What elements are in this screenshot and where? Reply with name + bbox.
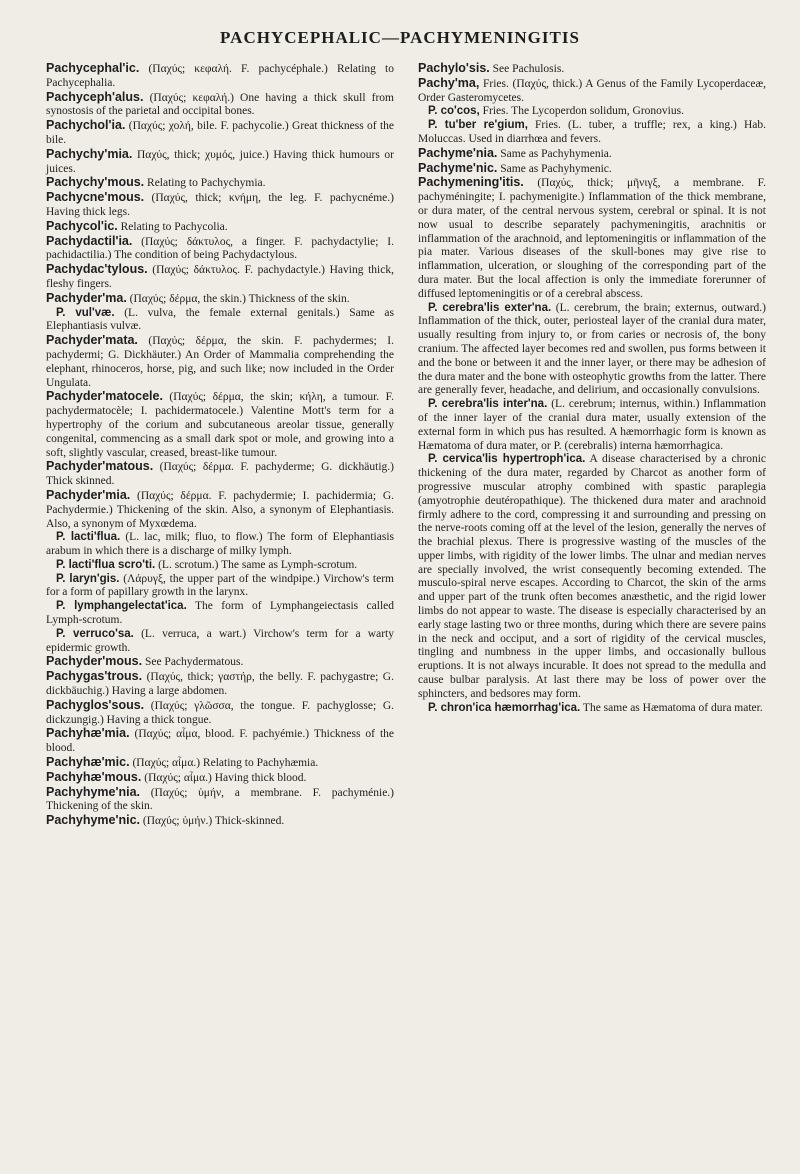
entry-headword: Pachycne'mous. — [46, 190, 145, 205]
entry-headword: Pachyder'mata. — [46, 333, 138, 348]
entry-headword: Pachycephal'ic. — [46, 61, 140, 75]
dictionary-entry — [418, 147, 766, 162]
entry-definition: (L. cerebrum; internus, within.) Inflammation of the inner layer of the cranial dura mater, usually extension of the external form in which pus has resulted. A hæmorrhagic form is known as Hæmatoma of dura mater, or P. (cerebralis) interna hæmorrhagica. — [418, 398, 766, 452]
dictionary-entry — [418, 398, 766, 453]
dictionary-entry — [46, 62, 394, 91]
dictionary-entry — [418, 105, 766, 119]
dictionary-entry — [46, 628, 394, 656]
dictionary-entry — [418, 162, 766, 177]
entry-definition: (Παχύς; δάκτυλος. F. pachydactyle.) Having thick, fleshy fingers. — [46, 264, 394, 290]
entry-headword: P. lacti'flua scro'ti. — [56, 558, 156, 571]
dictionary-entry — [46, 390, 394, 460]
dictionary-entry — [46, 655, 394, 670]
entry-headword: Pachyder'mia. — [46, 487, 131, 502]
dictionary-entry — [418, 302, 766, 399]
dictionary-columns — [46, 62, 766, 829]
dictionary-entry — [46, 176, 394, 191]
entry-definition: (L. cerebrum, the brain; externus, outward.) Inflammation of the thick, outer, periosteal layer of the cranial dura mater, usually resulting from injury to, or from caries or necrosis of, the bony cranium. The affected layer becomes red and swollen, pus forms between it and the bone or between it and the inner layer, or there may be adhesion of the dura mater and the bone with osteophytic growths from the latter. There are generally fever, headache, and delirium, and occasionally convulsions. — [418, 301, 766, 397]
dictionary-entry — [46, 531, 394, 559]
entry-definition: (L. lac, milk; fluo, to flow.) The form of Elephantiasis arabum in which there is a discharge of milky lymph. — [46, 531, 395, 558]
dictionary-entry — [46, 771, 394, 786]
entry-headword: P. cervica'lis hypertroph'ica. — [428, 453, 586, 466]
entry-definition: (Παχύς; κεφαλή.) One having a thick skull from synostosis of the parietal and occipital bones. — [46, 91, 394, 118]
entry-definition: Same as Pachyhymenic. — [497, 162, 612, 175]
dictionary-entry — [46, 573, 394, 601]
dictionary-entry — [46, 119, 394, 148]
entry-definition: (L. scrotum.) The same as Lymph-scrotum. — [155, 558, 358, 571]
entry-definition: (L. verruca, a wart.) Virchow's term for a warty epidermic growth. — [46, 627, 394, 654]
dictionary-entry — [418, 176, 766, 301]
entry-definition: (Παχύς; ὑμήν, a membrane. F. pachyménie.) Thickening of the skin. — [46, 786, 394, 813]
entry-headword: Pachyder'mous. — [46, 654, 143, 669]
dictionary-entry — [46, 489, 394, 531]
entry-definition: Relating to Pachycolia. — [117, 220, 228, 233]
dictionary-entry — [46, 263, 394, 292]
entry-headword: Pachyhæ'mia. — [46, 726, 130, 741]
entry-definition: (Παχύς; δάκτυλος, a finger. F. pachydactylie; I. pachidactilia.) The condition of being Pachydactylous. — [46, 235, 394, 262]
entry-definition: (Παχύς; δέρμα, the skin.) Thickness of the skin. — [126, 292, 350, 305]
dictionary-entry — [46, 670, 394, 699]
entry-headword: Pachy'ma, — [418, 75, 480, 90]
entry-headword: P. co'cos, — [428, 105, 480, 118]
entry-definition: (Παχύς; δέρμα, the skin. F. pachydermes; I. pachydermi; G. Dickhäuter.) An Order of Mammalia comprehending the elephant, rhinoceros, horse, pig, and such like; now included in the Order Ungulata. — [46, 335, 394, 389]
entry-definition: Fries. (L. tuber, a truffle; rex, a king.) Hab. Moluccas. Used in diarrhœa and fevers. — [418, 119, 767, 145]
entry-headword: P. tu'ber re'gium, — [428, 119, 528, 132]
dictionary-entry — [46, 460, 394, 489]
running-head: PACHYCEPHALIC—PACHYMENINGITIS — [220, 28, 580, 47]
entry-headword: Pachymening'itis. — [418, 175, 524, 190]
dictionary-entry — [46, 148, 394, 177]
dictionary-entry — [46, 235, 394, 264]
right-column — [418, 62, 766, 829]
dictionary-entry — [46, 334, 394, 390]
entry-headword: Pachyhyme'nic. — [46, 813, 140, 828]
entry-definition: A disease characterised by a chronic thickening of the dura mater, regarded by Charcot as another form of progressive muscular atrophy combined with spastic paraplegia (amyotrophie deutéropathique). The thickened dura mater and arachnoid firmly adhere to the cord, compressing it and surrounding and pressing on the nerve-roots coming off at the level of the lesion, generally the nerves of the brachial plexus. There is progressive wasting of the muscles of the upper limbs, with rigidity of the lower limbs. The ulnar and median nerves are specially involved, the wrist consequently becoming extended. The musculo-spiral nerve escapes. According to Charcot, the skin of the arms and upper part of the trunk often becomes anæsthetic, and the rigid lower limbs do not appear to waste. The disease is especially characterised by an early stage lasting two or three months, during which there are severe pains in the neck and occiput, and a sort of rigidity of the cervical muscles, tingling and numbness in the upper limbs, and occasionally bullous eruptions. It is not always incurable. It does not spread to the medulla and cause bulbar paralysis. At last there may be loss of power over the sphincters, and bedsores may form. — [418, 453, 766, 700]
entry-definition: (L. vulva, the female external genitals.) Same as Elephantiasis vulvæ. — [46, 306, 395, 333]
entry-definition: Παχύς, thick; χυμός, juice.) Having thick humours or juices. — [46, 148, 394, 175]
entry-definition: (Παχύς; γλῶσσα, the tongue. F. pachyglosse; G. dickzungig.) Having a thick tongue. — [46, 699, 394, 726]
entry-headword: Pachylo'sis. — [418, 61, 490, 75]
entry-definition: (Παχύς; ὑμήν.) Thick-skinned. — [140, 815, 285, 828]
entry-headword: Pachyder'ma. — [46, 290, 127, 305]
entry-headword: Pachyme'nic. — [418, 160, 498, 175]
entry-definition: The same as Hæmatoma of dura mater. — [580, 701, 763, 714]
entry-definition: (Παχύς, thick; γαστήρ, the belly. F. pachygastre; G. dickbäuchig.) Having a large abdomen. — [46, 671, 394, 698]
entry-definition: Same as Pachyhymenia. — [497, 147, 612, 160]
entry-headword: P. chron'ica hæmorrhag'ica. — [428, 701, 581, 714]
entry-definition: See Pachydermatous. — [142, 656, 244, 669]
dictionary-entry — [46, 91, 394, 120]
entry-definition: (Παχύς; χολή, bile. F. pachycolie.) Great thickness of the bile. — [46, 120, 394, 146]
entry-definition: (Παχύς; αἷμα.) Relating to Pachyhæmia. — [129, 757, 319, 770]
entry-headword: Pachyhyme'nia. — [46, 784, 140, 799]
entry-definition: Relating to Pachychymia. — [144, 177, 266, 190]
entry-definition: (Παχύς, thick; μῆνιγξ, a membrane. F. pachyméningite; I. pachymenigite.) Inflammation of the thick membrane, or dura mater, of the central nervous system, cerebral or spinal. It is not now usual to describe separately pachymeningitis, arachnitis or inflammation of the arachnoid, and leptomeningitis or inflammation of the pia mater. Various diseases of the skull-bones may give rise to inflammation, ulceration, or sloughing of the corresponding part of the dura mater. But the local affection is only the immediate forerunner of diffused leptomeningitis or of a cerebral abscess. — [418, 177, 766, 300]
entry-headword: Pachyme'nia. — [418, 145, 498, 160]
dictionary-entry — [46, 559, 394, 573]
entry-headword: Pachyceph'alus. — [46, 89, 144, 104]
dictionary-entry — [46, 220, 394, 235]
entry-definition: (Παχύς; δέρμα. F. pachyderme; G. dickhäutig.) Thick skinned. — [46, 461, 394, 488]
entry-definition: (Παχύς; δέρμα. F. pachydermie; I. pachidermia; G. Pachydermie.) Thickening of the skin. Also, a synonym of Elephantiasis. Also, a synonym of Myxœdema. — [46, 489, 394, 530]
entry-headword: Pachyhæ'mous. — [46, 769, 142, 784]
dictionary-entry — [418, 702, 766, 716]
entry-headword: P. lacti'flua. — [56, 531, 121, 544]
entry-headword: P. vul'væ. — [56, 306, 115, 319]
dictionary-entry — [418, 453, 766, 701]
entry-definition: (Παχύς, thick; κνήμη, the leg. F. pachycnéme.) Having thick legs. — [46, 192, 394, 218]
entry-headword: Pachyder'matous. — [46, 459, 154, 474]
dictionary-entry — [46, 814, 394, 829]
entry-definition: (Λάρυγξ, the upper part of the windpipe.) Virchow's term for a form of papillary growth in the larynx. — [46, 572, 394, 599]
dictionary-entry — [418, 77, 766, 106]
entry-headword: P. cerebra'lis exter'na. — [428, 301, 552, 314]
dictionary-entry — [46, 786, 394, 815]
entry-headword: Pachydac'tylous. — [46, 262, 148, 277]
entry-definition: (Παχύς; δέρμα, the skin; κήλη, a tumour. F. pachydermatocèle; I. pachidermatocele.) Valentine Mott's term for a hypertrophy of the corium and subcutaneous areolar tissue, generally congenital, commencing as a small dark spot or mole, and growing into a soft, slightly vascular, creased, breast-like tumour. — [46, 391, 394, 459]
dictionary-entry — [418, 62, 766, 77]
entry-definition: See Pachulosis. — [489, 63, 565, 75]
entry-definition: The form of Lymphangeiectasis called Lymph-scrotum. — [46, 600, 394, 627]
entry-headword: Pachychol'ia. — [46, 118, 126, 133]
entry-definition: (Παχύς; αἷμα, blood. F. pachyémie.) Thickness of the blood. — [46, 728, 394, 755]
entry-headword: Pachydactil'ia. — [46, 233, 133, 248]
entry-headword: P. lymphangelectat'ica. — [56, 600, 187, 613]
entry-definition: (Παχύς; κεφαλή. F. pachycéphale.) Relating to Pachycephalia. — [46, 63, 394, 89]
entry-headword: Pachychy'mia. — [46, 146, 133, 161]
entry-headword: Pachyhæ'mic. — [46, 755, 130, 770]
dictionary-entry — [46, 292, 394, 307]
entry-headword: Pachychy'mous. — [46, 175, 145, 190]
entry-headword: Pachyder'matocele. — [46, 389, 163, 404]
entry-headword: P. verruco'sa. — [56, 627, 134, 640]
dictionary-entry — [46, 307, 394, 335]
entry-headword: Pachycol'ic. — [46, 218, 118, 233]
dictionary-entry — [418, 119, 766, 147]
dictionary-entry — [46, 727, 394, 756]
dictionary-entry — [46, 756, 394, 771]
dictionary-entry — [46, 699, 394, 728]
entry-definition: (Παχύς; αἷμα.) Having thick blood. — [141, 771, 307, 784]
dictionary-entry — [46, 191, 394, 220]
entry-headword: P. laryn'gis. — [56, 572, 120, 585]
entry-headword: Pachygas'trous. — [46, 669, 143, 684]
entry-headword: Pachyglos'sous. — [46, 697, 145, 712]
left-column — [46, 62, 394, 829]
dictionary-entry — [46, 600, 394, 628]
entry-definition: Fries. (Παχύς, thick.) A Genus of the Family Lycoperdaceæ, Order Gasteromycetes. — [418, 77, 766, 104]
entry-definition: Fries. The Lycoperdon solidum, Gronovius. — [479, 105, 684, 118]
entry-headword: P. cerebra'lis inter'na. — [428, 398, 548, 411]
